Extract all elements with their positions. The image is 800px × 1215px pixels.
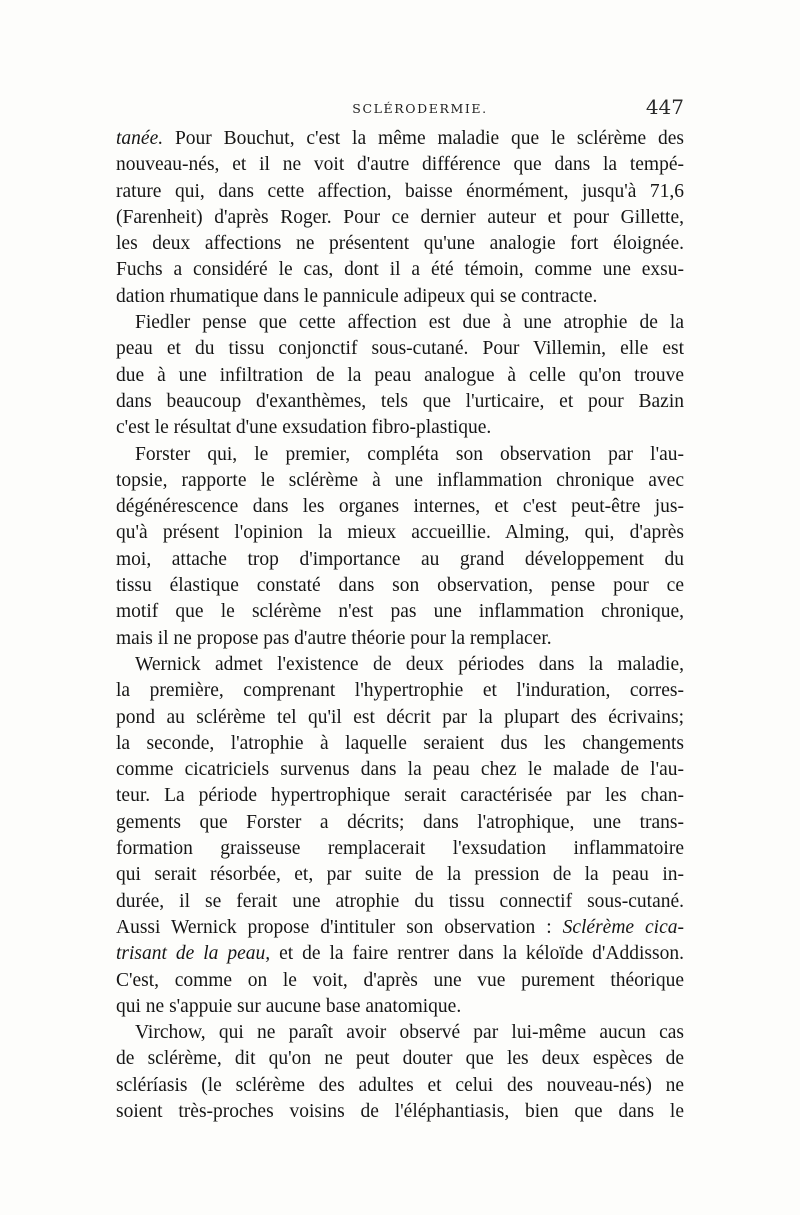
text-line: comme cicatriciels survenus dans la peau chez le malade de l'au- [116, 759, 684, 781]
text-line: tissu élastique constaté dans son observation, pense pour ce [116, 575, 684, 597]
text-line: Forster qui, le premier, compléta son observation par l'au- [135, 443, 684, 465]
text-line: topsie, rapporte le sclérème à une inflammation chronique avec [116, 469, 684, 491]
italic-span: tanée. [116, 128, 164, 149]
text-line: nouveau-nés, et il ne voit d'autre différence que dans la tempé- [116, 154, 684, 176]
text-line: gements que Forster a décrits; dans l'atrophique, une trans- [116, 811, 684, 833]
page-number: 447 [645, 95, 684, 119]
text-line: mais il ne propose pas d'autre théorie pour la remplacer. [116, 627, 552, 649]
text-line: C'est, comme on le voit, d'après une vue purement théorique [116, 969, 684, 991]
text-line: dans beaucoup d'exanthèmes, tels que l'urticaire, et pour Bazin [116, 390, 684, 412]
text-line: Fiedler pense que cette affection est due à une atrophie de la [135, 312, 684, 334]
text-line: teur. La période hypertrophique serait caractérisée par les chan- [116, 785, 684, 807]
text-line: la première, comprenant l'hypertrophie et l'induration, corres- [116, 680, 684, 702]
text-line: dation rhumatique dans le pannicule adipeux qui se contracte. [116, 285, 598, 307]
text-line: qu'à présent l'opinion la mieux accueillie. Alming, qui, d'après [116, 522, 684, 544]
text-line: de sclérème, dit qu'on ne peut douter que les deux espèces de [116, 1048, 684, 1070]
text-line: Virchow, qui ne paraît avoir observé par lui-même aucun cas [135, 1022, 684, 1044]
text-line: Aussi Wernick propose d'intituler son observation : Sclérème cica- [116, 916, 684, 938]
text-line: soient très-proches voisins de l'éléphantiasis, bien que dans le [116, 1100, 684, 1122]
text-line: durée, il se ferait une atrophie du tissu connectif sous-cutané. [116, 890, 684, 912]
italic-span: trisant de la peau, [116, 943, 271, 965]
text-line: c'est le résultat d'une exsudation fibro-plastique. [116, 417, 492, 439]
text-line: tanée. Pour Bouchut, c'est la même maladie que le sclérème des [116, 128, 684, 149]
text-line: Fuchs a considéré le cas, dont il a été témoin, comme une exsu- [116, 259, 684, 281]
text-line: formation graisseuse remplacerait l'exsudation inflammatoire [116, 838, 684, 860]
text-line: scléríasis (le sclérème des adultes et celui des nouveau-nés) ne [116, 1074, 684, 1096]
text-line: qui serait résorbée, et, par suite de la pression de la peau in- [116, 864, 684, 886]
running-title: SCLÉRODERMIE. [352, 101, 488, 116]
text-line: peau et du tissu conjonctif sous-cutané. Pour Villemin, elle est [116, 338, 684, 360]
body-text [116, 126, 684, 1125]
text-line: moi, attache trop d'importance au grand développement du [116, 548, 684, 570]
text-line: qui ne s'appuie sur aucune base anatomique. [116, 995, 462, 1017]
text-line: due à une infiltration de la peau analogue à celle qu'on trouve [116, 364, 684, 386]
text-line: trisant de la peau, et de la faire rentrer dans la kéloïde d'Addisson. [116, 943, 684, 965]
text-line: motif que le sclérème n'est pas une inflammation chronique, [116, 601, 684, 623]
text-line: dégénérescence dans les organes internes, et c'est peut-être jus- [116, 496, 684, 518]
text-line: pond au sclérème tel qu'il est décrit par la plupart des écrivains; [116, 706, 684, 728]
text-line: rature qui, dans cette affection, baisse énormément, jusqu'à 71,6 [116, 180, 684, 202]
text-line: Wernick admet l'existence de deux périodes dans la maladie, [135, 653, 684, 675]
text-line: la seconde, l'atrophie à laquelle seraient dus les changements [116, 732, 684, 754]
text-line: (Farenheit) d'après Roger. Pour ce dernier auteur et pour Gillette, [116, 206, 684, 228]
running-header [116, 95, 684, 120]
italic-span: Sclérème cica- [562, 916, 684, 938]
text-line: les deux affections ne présentent qu'une analogie fort éloignée. [116, 233, 684, 255]
